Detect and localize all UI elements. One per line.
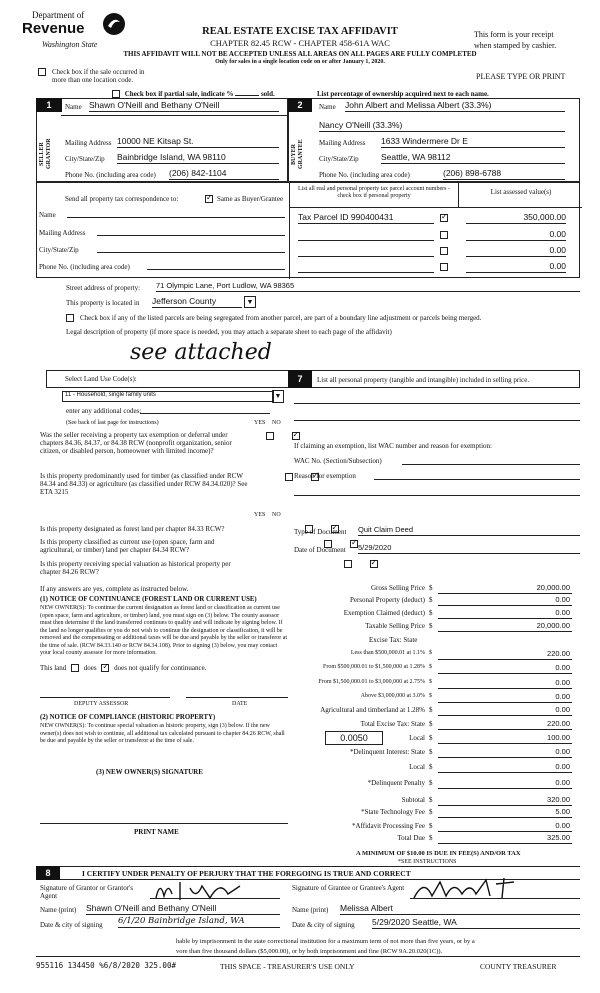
- reason-input[interactable]: [374, 479, 580, 480]
- dept-line2: Revenue: [22, 20, 85, 37]
- seller-mailing-label: Mailing Address: [65, 139, 112, 147]
- new-owner-signature-line[interactable]: [40, 823, 288, 824]
- doc-date-label: Date of Document: [294, 546, 346, 554]
- treasurer-use-only: THIS SPACE - TREASURER'S USE ONLY: [220, 962, 355, 971]
- exemption-claim-label: If claiming an exemption, list WAC number and reason for exemption:: [294, 442, 492, 450]
- total-due-label: Total Due: [397, 834, 425, 842]
- segregated-checkbox[interactable]: [66, 314, 74, 322]
- multi-location-label: Check box if the sale occurred in more than one location code.: [52, 68, 145, 85]
- parcel-value[interactable]: 0.00: [466, 230, 566, 241]
- del-interest-state-value[interactable]: 0.00: [438, 748, 572, 758]
- section-8-number: 8: [36, 866, 60, 880]
- parcels-table: [289, 183, 581, 279]
- del-penalty-row: *Delinquent Penalty $ 0.00: [367, 778, 570, 787]
- seller-phone[interactable]: (206) 842-1104: [169, 169, 279, 180]
- additional-codes-input[interactable]: [140, 413, 270, 414]
- parcel-value[interactable]: 0.00: [466, 246, 566, 257]
- deputy-assessor-label: DEPUTY ASSESSOR: [74, 701, 129, 707]
- affidavit-fee-label: *Affidavit Processing Fee: [352, 822, 425, 830]
- personal-property-header: [288, 370, 580, 388]
- reason-input-2[interactable]: [294, 495, 580, 496]
- buyer-name-line1[interactable]: John Albert and Melissa Albert (33.3%): [345, 101, 565, 112]
- buyer-name-label: Name: [319, 103, 336, 111]
- tax-value[interactable]: 20,000.00: [438, 584, 572, 594]
- bracket-label: Agricultural and timberland at 1.28%: [320, 706, 425, 714]
- grantee-name[interactable]: Melissa Albert: [340, 904, 580, 915]
- bracket-label: From $1,500,000.01 to $3,000,000 at 2.75%: [318, 679, 425, 685]
- bracket-label: Above $3,000,000 at 3.0%: [360, 693, 425, 699]
- buyer-mailing[interactable]: 1633 Windermere Dr E: [381, 137, 565, 148]
- land-use-dropdown-icon[interactable]: ▼: [272, 390, 284, 403]
- doc-type-label: Type of Document: [294, 528, 347, 536]
- historic-body: NEW OWNER(S): To continue special valuation as historic property, sign (3) below. If the new owner(s) does not wish to continue, all additional tax calculated pursuant to chapter 84.26 RCW, shall be due and payable by the seller or transferor at the time of sale.: [40, 723, 285, 744]
- parcel-id[interactable]: Tax Parcel ID 990400431: [298, 213, 434, 224]
- buyer-name-line2[interactable]: Nancy O'Neill (33.3%): [319, 121, 565, 132]
- please-type: PLEASE TYPE OR PRINT: [476, 72, 566, 81]
- seller-phone-label: Phone No. (including area code): [65, 171, 156, 179]
- parcel-personal-checkbox[interactable]: [440, 247, 448, 255]
- parcel-id[interactable]: [298, 262, 434, 273]
- deputy-assessor-line[interactable]: [40, 697, 170, 698]
- buyer-side-label: BUYER GRANTEE: [291, 139, 304, 169]
- corr-mailing-label: Mailing Address: [39, 229, 86, 237]
- land-use-header: [46, 370, 288, 388]
- dor-swirl-icon: [102, 12, 126, 36]
- county-select[interactable]: Jefferson County: [152, 297, 242, 308]
- buyer-section: [288, 98, 580, 182]
- total-state-label: Total Excise Tax: State: [360, 720, 425, 728]
- tax-value[interactable]: 0.00: [438, 596, 572, 606]
- grantee-date-place[interactable]: 5/29/2020 Seattle, WA: [372, 918, 580, 929]
- perjury-note-1: hable by imprisonment in the state correctional institution for a maximum term of not more than five years, or by a: [176, 938, 475, 945]
- corr-phone-label: Phone No. (including area code): [39, 263, 130, 271]
- subtotal-row: Subtotal $ 320.00: [401, 795, 570, 804]
- seller-mailing[interactable]: 10000 NE Kitsap St.: [117, 137, 279, 148]
- tax-label: Taxable Selling Price: [365, 622, 425, 630]
- street-address[interactable]: 71 Olympic Lane, Port Ludlow, WA 98365: [156, 282, 580, 292]
- grantee-name-label: Name (print): [292, 906, 329, 914]
- dept-line3: Washington State: [42, 40, 98, 49]
- tax-row-exemption: Exemption Claimed (deduct) $ 0.00: [343, 608, 570, 617]
- buyer-mailing-label: Mailing Address: [319, 139, 366, 147]
- does-not-label: does not qualify for continuance.: [114, 664, 207, 672]
- q4-no-checkbox[interactable]: [350, 540, 358, 548]
- does-checkbox[interactable]: [71, 664, 79, 672]
- receipt-line1: This form is your receipt: [474, 30, 554, 39]
- tech-fee-value[interactable]: 5.00: [438, 808, 572, 818]
- historic-title: (2) NOTICE OF COMPLIANCE (HISTORIC PROPERTY): [40, 714, 216, 721]
- no-header-2: NO: [272, 512, 281, 518]
- tax-label: Exemption Claimed (deduct): [343, 609, 425, 617]
- buyer-city-label: City/State/Zip: [319, 155, 359, 163]
- forest-question: Is this property designated as forest land per chapter 84.33 RCW?: [40, 525, 225, 533]
- if-yes-note: If any answers are yes, complete as instructed below.: [40, 585, 189, 593]
- affidavit-fee-row: *Affidavit Processing Fee $ 0.00: [352, 821, 570, 830]
- del-interest-local-value[interactable]: 0.00: [438, 763, 572, 773]
- historic-question: Is this property receiving special valuation as historical property per chapter 84.26 RCW?: [40, 560, 231, 577]
- tax-label: Personal Property (deduct): [349, 596, 425, 604]
- corr-name-label: Name: [39, 211, 56, 219]
- same-as-buyer-checkbox[interactable]: [205, 195, 213, 203]
- no-header: NO: [272, 420, 281, 426]
- wac-input[interactable]: [402, 464, 580, 465]
- local-label: Local: [409, 734, 425, 742]
- parcel-personal-checkbox[interactable]: [440, 263, 448, 271]
- street-label: Street address of property:: [66, 284, 141, 292]
- continuance-row: [40, 664, 288, 672]
- doc-date[interactable]: 5/29/2020: [358, 544, 580, 554]
- tax-label: Gross Selling Price: [370, 584, 425, 592]
- section-2-number: 2: [288, 98, 312, 112]
- q1-yes-checkbox[interactable]: [266, 432, 274, 440]
- del-penalty-label: *Delinquent Penalty: [367, 779, 425, 787]
- perjury-note-2: vore than five thousand dollars ($5,000.00), or by both imprisonment and fine (RCW 9A.20.020(1C)).: [176, 948, 443, 955]
- tax-bracket-row: From $500,000.01 to $1,500,000 at 1.28% $ 0.00: [323, 663, 570, 672]
- parcel-personal-checkbox[interactable]: [440, 214, 448, 222]
- parcel-id[interactable]: [298, 246, 434, 257]
- legal-description[interactable]: see attached: [130, 340, 272, 365]
- parcel-id[interactable]: [298, 230, 434, 241]
- corr-city[interactable]: [97, 252, 285, 253]
- q2-yes-checkbox[interactable]: [285, 473, 293, 481]
- q1-no-checkbox[interactable]: [292, 432, 300, 440]
- tax-row-taxable: Taxable Selling Price $ 20,000.00: [365, 621, 570, 630]
- tax-bracket-row: Less than $500,000.01 at 1.1% $ 220.00: [350, 649, 570, 658]
- seller-city-label: City/State/Zip: [65, 155, 105, 163]
- bracket-value[interactable]: 0.00: [438, 706, 572, 716]
- form-title: REAL ESTATE EXCISE TAX AFFIDAVIT: [202, 26, 398, 37]
- corr-name[interactable]: [67, 217, 285, 218]
- q5-no-checkbox[interactable]: [370, 560, 378, 568]
- receipt-line2: when stamped by cashier.: [474, 41, 557, 50]
- legal-label: Legal description of property (if more space is needed, you may attach a separate sheet to each page of the affidavit): [66, 328, 392, 336]
- ownership-pct-note: List percentage of ownership acquired next to each name.: [317, 90, 489, 98]
- total-state-row: Total Excise Tax: State $ 220.00: [360, 719, 570, 728]
- excise-state-label: Excise Tax: State: [369, 636, 418, 644]
- subtotal-label: Subtotal: [401, 796, 425, 804]
- bracket-value[interactable]: 220.00: [438, 650, 572, 660]
- new-owner-signature-label: (3) NEW OWNER(S) SIGNATURE: [96, 768, 203, 776]
- see-instructions: *SEE INSTRUCTIONS: [398, 859, 457, 865]
- does-label: does: [83, 664, 97, 672]
- corr-city-label: City/State/Zip: [39, 246, 79, 254]
- del-interest-local-label: Local: [409, 763, 425, 771]
- correspondence-section: [36, 182, 580, 278]
- bracket-label: From $500,000.01 to $1,500,000 at 1.28%: [323, 664, 425, 670]
- parcel-row: [290, 260, 582, 276]
- section-1-number: 1: [36, 98, 62, 112]
- reason-label: Reason for exemption: [294, 472, 356, 480]
- form-warning: THIS AFFIDAVIT WILL NOT BE ACCEPTED UNLESS ALL AREAS ON ALL PAGES ARE FULLY COMPLETED: [123, 50, 477, 58]
- tax-bracket-row: Above $3,000,000 at 3.0% $ 0.00: [360, 692, 570, 701]
- form-chapter: CHAPTER 82.45 RCW - CHAPTER 458-61A WAC: [210, 38, 390, 48]
- buyer-phone-label: Phone No. (including area code): [319, 171, 410, 179]
- q5-yes-checkbox[interactable]: [344, 560, 352, 568]
- land-use-select[interactable]: 11 - Household, single family units: [62, 391, 274, 402]
- local-tax-row: Local $ 100.00: [409, 733, 570, 742]
- parcel-personal-checkbox[interactable]: [440, 231, 448, 239]
- buyer-city[interactable]: Seattle, WA 98112: [381, 153, 565, 164]
- grantee-date-label: Date & city of signing: [292, 921, 355, 929]
- bracket-value[interactable]: 0.00: [438, 664, 572, 674]
- assessor-date-label: DATE: [232, 701, 248, 707]
- seller-section: [36, 98, 288, 182]
- doc-type[interactable]: Quit Claim Deed: [358, 526, 580, 536]
- parcel-row: [290, 211, 582, 227]
- seller-city[interactable]: Bainbridge Island, WA 98110: [117, 153, 279, 164]
- seller-name[interactable]: Shawn O'Neill and Bethany O'Neill: [89, 101, 279, 112]
- cashier-stamp: 955116 134450 %6/8/2020 325.00#: [36, 961, 176, 970]
- exemption-question: Was the seller receiving a property tax exemption or deferral under chapters 84.36, 84.37, or 84.38 RCW (nonprofit organization, senior citizen, or disabled person, homeowner with limited income)?: [40, 431, 232, 456]
- seller-name-label: Name: [65, 103, 82, 111]
- minimum-note: A MINIMUM OF $10.00 IS DUE IN FEE(S) AND/OR TAX: [356, 850, 521, 857]
- grantor-sig-label: Signature of Grantor or Grantor's Agent: [40, 884, 134, 901]
- buyer-phone[interactable]: (206) 898-6788: [443, 169, 565, 180]
- assessor-date-line[interactable]: [186, 697, 288, 698]
- total-state-value[interactable]: 220.00: [438, 720, 572, 730]
- dept-line1: Department of: [32, 10, 85, 20]
- partial-sale-pct[interactable]: [235, 95, 259, 96]
- yes-header-2: YES: [254, 512, 266, 518]
- dor-logo: [22, 10, 132, 54]
- yes-header: YES: [254, 420, 266, 426]
- parcel-value[interactable]: 350,000.00: [466, 213, 566, 224]
- tech-fee-label: *State Technology Fee: [361, 808, 425, 816]
- timber-question: Is this property predominantly used for timber (as classified under RCW 84.34 and 84.33) or agriculture (as classified under RCW 84.34.020)? See ETA 3215: [40, 472, 248, 497]
- this-land-label: This land: [40, 664, 67, 672]
- local-rate-box[interactable]: 0.0050: [325, 731, 383, 745]
- personal-property-line[interactable]: [294, 420, 580, 421]
- del-penalty-value[interactable]: 0.00: [438, 779, 572, 789]
- does-not-checkbox[interactable]: [101, 664, 109, 672]
- multi-location-checkbox[interactable]: [38, 68, 46, 76]
- parcel-row: [290, 228, 582, 244]
- bracket-value[interactable]: 0.00: [438, 693, 572, 703]
- correspondence-label: Send all property tax correspondence to:: [65, 195, 179, 203]
- local-value[interactable]: 100.00: [438, 734, 572, 744]
- seller-side-label: SELLER GRANTOR: [39, 138, 52, 170]
- total-due-value[interactable]: 325.00: [438, 834, 572, 844]
- parcels-header-right: List assessed value(s): [490, 188, 552, 196]
- corr-mailing[interactable]: [97, 235, 285, 236]
- parcel-row: [290, 244, 582, 260]
- land-use-label: Select Land Use Code(s):: [65, 375, 137, 383]
- tax-bracket-row: From $1,500,000.01 to $3,000,000 at 2.75% $ 0.00: [318, 678, 570, 687]
- tax-row-gross: Gross Selling Price $ 20,000.00: [370, 583, 570, 592]
- continuance-title: (1) NOTICE OF CONTINUANCE (FOREST LAND OR CURRENT USE): [40, 596, 257, 603]
- del-interest-state-label: *Delinquent Interest: State: [349, 748, 425, 756]
- current-use-question: Is this property classified as current use (open space, farm and agricultural, or timber) land per chapter 84.34 RCW?: [40, 538, 215, 555]
- same-as-buyer-label: Same as Buyer/Grantee: [217, 195, 284, 203]
- county-dropdown-icon[interactable]: ▼: [244, 296, 256, 308]
- grantor-date-place[interactable]: 6/1/20 Bainbridge Island, WA: [118, 917, 280, 928]
- form-sub-warning: Only for sales in a single location code on or after January 1, 2020.: [215, 59, 385, 65]
- affidavit-fee-value[interactable]: 0.00: [438, 822, 572, 832]
- del-interest-state-row: *Delinquent Interest: State $ 0.00: [349, 747, 570, 756]
- bracket-value[interactable]: 0.00: [438, 679, 572, 689]
- bracket-label: Less than $500,000.01 at 1.1%: [350, 650, 425, 656]
- grantor-name[interactable]: Shawn O'Neill and Bethany O'Neill: [86, 904, 280, 915]
- grantor-name-label: Name (print): [40, 906, 77, 914]
- additional-codes-label: enter any additional codes:: [66, 407, 142, 415]
- print-name-label: PRINT NAME: [134, 828, 179, 836]
- personal-property-label: List all personal property (tangible and intangible) included in selling price.: [317, 376, 530, 384]
- wac-label: WAC No. (Section/Subsection): [294, 457, 382, 465]
- personal-property-line[interactable]: [294, 403, 580, 404]
- partial-sale-sold: sold.: [260, 90, 275, 98]
- tech-fee-row: *State Technology Fee $ 5.00: [361, 807, 570, 816]
- tax-value[interactable]: 0.00: [438, 609, 572, 619]
- segregated-label: Check box if any of the listed parcels are being segregated from another parcel, are part of a boundary line adjustment or parcels being merged.: [80, 314, 482, 322]
- section-7-number: 7: [288, 370, 312, 388]
- grantee-sig-label: Signature of Grantee or Grantee's Agent: [292, 884, 405, 892]
- tax-bracket-row: Agricultural and timberland at 1.28% $ 0.00: [320, 705, 570, 714]
- tax-row-personal: Personal Property (deduct) $ 0.00: [349, 595, 570, 604]
- subtotal-value[interactable]: 320.00: [438, 796, 572, 806]
- partial-sale-label: Check box if partial sale, indicate %: [124, 90, 234, 98]
- total-due-row: Total Due $ 325.00: [397, 833, 570, 842]
- parcels-header-left: List all real and personal property tax parcel account numbers - check box if personal property: [298, 186, 450, 199]
- county-treasurer: COUNTY TREASURER: [480, 962, 557, 971]
- continuance-body: NEW OWNER(S): To continue the current designation as forest land or classification as current use (open space, farm and agriculture, or timber) land, you must sign on (3) below. The county assessor must then determine if the land transferred continues to qualify and will indicate by signing below. If the land no longer qualifies or you do not wish to continue the designation or classification, it will be removed and the compensating or additional taxes will be due and payable by the seller or transferor at the time of sale. (RCW 84.33.140 or RCW 84.34.108). Prior to signing (3) below, you may contact your local county assessor for more information.: [40, 605, 288, 656]
- grantor-date-label: Date & city of signing: [40, 921, 103, 929]
- corr-phone[interactable]: [147, 269, 285, 270]
- del-interest-local-row: Local $ 0.00: [409, 762, 570, 771]
- located-label: This property is located in: [66, 299, 140, 307]
- parcel-value[interactable]: 0.00: [466, 262, 566, 273]
- certify-title: I CERTIFY UNDER PENALTY OF PERJURY THAT THE FOREGOING IS TRUE AND CORRECT: [82, 869, 411, 878]
- see-back-note: (See back of last page for instructions): [66, 420, 159, 426]
- tax-value[interactable]: 20,000.00: [438, 622, 572, 632]
